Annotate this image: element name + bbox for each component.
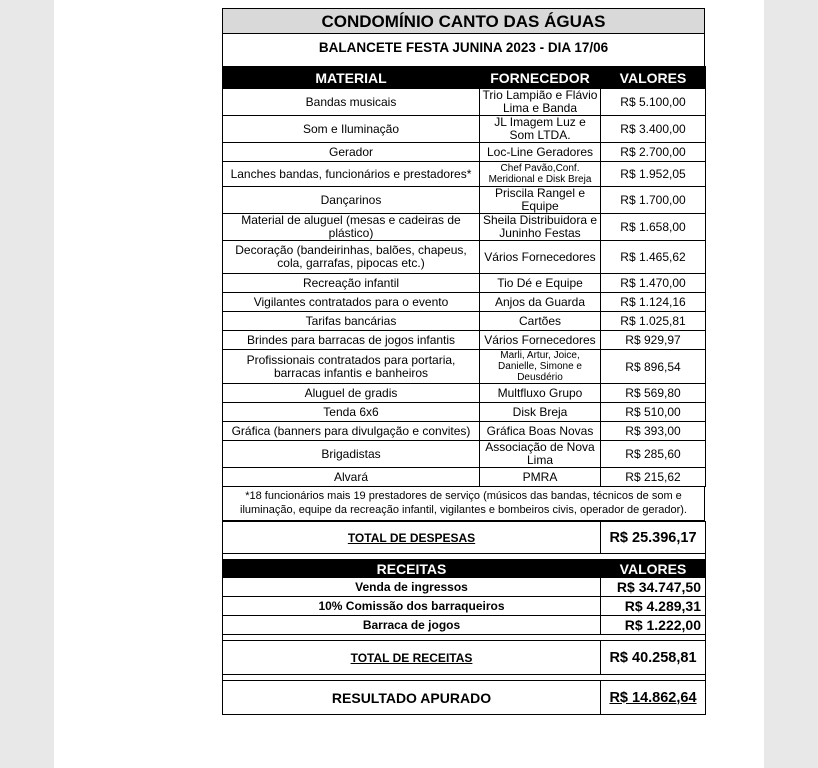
expense-fornecedor: Sheila Distribuidora e Juninho Festas: [480, 214, 601, 241]
footnote: *18 funcionários mais 19 prestadores de serviço (músicos das bandas, técnicos de som e iluminação, equipe da recreação infantil, vigilantes e bombeiros civis, operador de gerador).: [222, 487, 705, 521]
expense-row: [223, 331, 706, 350]
expense-row: [223, 293, 706, 312]
expense-row: [223, 214, 706, 241]
expense-row: [223, 384, 706, 403]
receita-value: R$ 4.289,31: [601, 597, 706, 616]
expense-material: Bandas musicais: [223, 89, 480, 116]
total-despesas-value: R$ 25.396,17: [601, 522, 706, 554]
expense-valor: R$ 1.700,00: [601, 187, 706, 214]
totals-table: [222, 521, 706, 715]
expense-valor: R$ 215,62: [601, 468, 706, 487]
expense-row: [223, 468, 706, 487]
expense-row: [223, 187, 706, 214]
receita-label: 10% Comissão dos barraqueiros: [223, 597, 601, 616]
expense-material: Brigadistas: [223, 441, 480, 468]
total-despesas-label: TOTAL DE DESPESAS: [347, 530, 476, 545]
expense-row: [223, 422, 706, 441]
expense-row: [223, 162, 706, 187]
expense-fornecedor: Loc-Line Geradores: [480, 143, 601, 162]
expense-row: [223, 143, 706, 162]
expense-material: Gerador: [223, 143, 480, 162]
expense-material: Vigilantes contratados para o evento: [223, 293, 480, 312]
expense-material: Dançarinos: [223, 187, 480, 214]
expense-fornecedor: PMRA: [480, 468, 601, 487]
receitas-header-row: [223, 560, 706, 578]
expense-material: Material de aluguel (mesas e cadeiras de plástico): [223, 214, 480, 241]
expense-valor: R$ 1.465,62: [601, 241, 706, 274]
expense-row: [223, 350, 706, 384]
expense-fornecedor: Chef Pavão,Conf. Meridional e Disk Breja: [480, 162, 601, 187]
expense-material: Gráfica (banners para divulgação e convites): [223, 422, 480, 441]
receita-value: R$ 34.747,50: [601, 578, 706, 597]
expense-material: Recreação infantil: [223, 274, 480, 293]
expense-fornecedor: Marli, Artur, Joice, Danielle, Simone e Deusdério: [480, 350, 601, 384]
expense-fornecedor: Trio Lampião e Flávio Lima e Banda: [480, 89, 601, 116]
receitas-header-valores: VALORES: [601, 560, 706, 578]
expense-material: Decoração (bandeirinhas, balões, chapeus, cola, garrafas, pipocas etc.): [223, 241, 480, 274]
expense-material: Brindes para barracas de jogos infantis: [223, 331, 480, 350]
expense-valor: R$ 1.952,05: [601, 162, 706, 187]
expense-valor: R$ 510,00: [601, 403, 706, 422]
balancete-sheet: [222, 8, 705, 715]
expense-row: [223, 241, 706, 274]
expense-valor: R$ 929,97: [601, 331, 706, 350]
expense-fornecedor: Vários Fornecedores: [480, 241, 601, 274]
expense-row: [223, 441, 706, 468]
receitas-header-label: RECEITAS: [223, 560, 601, 578]
expense-material: Profissionais contratados para portaria, barracas infantis e banheiros: [223, 350, 480, 384]
header-fornecedor: FORNECEDOR: [480, 67, 601, 89]
expense-fornecedor: Vários Fornecedores: [480, 331, 601, 350]
expense-fornecedor: Tio Dé e Equipe: [480, 274, 601, 293]
receita-row: [223, 597, 706, 616]
expense-material: Aluguel de gradis: [223, 384, 480, 403]
expense-fornecedor: JL Imagem Luz e Som LTDA.: [480, 116, 601, 143]
expense-material: Tenda 6x6: [223, 403, 480, 422]
expense-valor: R$ 1.470,00: [601, 274, 706, 293]
receita-row: [223, 616, 706, 635]
resultado-row: [223, 681, 706, 715]
expense-fornecedor: Associação de Nova Lima: [480, 441, 601, 468]
expense-valor: R$ 2.700,00: [601, 143, 706, 162]
expense-row: [223, 312, 706, 331]
expense-row: [223, 116, 706, 143]
document-subtitle: BALANCETE FESTA JUNINA 2023 - DIA 17/06: [222, 33, 705, 60]
expense-fornecedor: Multfluxo Grupo: [480, 384, 601, 403]
document-page: [54, 0, 764, 768]
header-valores: VALORES: [601, 67, 706, 89]
expense-valor: R$ 5.100,00: [601, 89, 706, 116]
total-despesas-row: [223, 522, 706, 554]
resultado-label: RESULTADO APURADO: [223, 681, 601, 715]
receita-label: Barraca de jogos: [223, 616, 601, 635]
total-receitas-row: [223, 641, 706, 675]
receita-label: Venda de ingressos: [223, 578, 601, 597]
expense-fornecedor: Anjos da Guarda: [480, 293, 601, 312]
expenses-body: [223, 89, 706, 487]
expense-valor: R$ 569,80: [601, 384, 706, 403]
receita-value: R$ 1.222,00: [601, 616, 706, 635]
expense-fornecedor: Disk Breja: [480, 403, 601, 422]
expense-valor: R$ 393,00: [601, 422, 706, 441]
expenses-table: [222, 66, 706, 487]
expense-valor: R$ 1.124,16: [601, 293, 706, 312]
expense-row: [223, 274, 706, 293]
total-receitas-value: R$ 40.258,81: [601, 641, 706, 675]
expense-material: Lanches bandas, funcionários e prestadores*: [223, 162, 480, 187]
expense-material: Som e Iluminação: [223, 116, 480, 143]
expense-material: Alvará: [223, 468, 480, 487]
expense-fornecedor: Gráfica Boas Novas: [480, 422, 601, 441]
expense-row: [223, 89, 706, 116]
expense-fornecedor: Cartões: [480, 312, 601, 331]
expense-valor: R$ 3.400,00: [601, 116, 706, 143]
expense-valor: R$ 285,60: [601, 441, 706, 468]
total-receitas-label: TOTAL DE RECEITAS: [350, 650, 473, 665]
expense-valor: R$ 1.025,81: [601, 312, 706, 331]
header-material: MATERIAL: [223, 67, 480, 89]
expense-fornecedor: Priscila Rangel e Equipe: [480, 187, 601, 214]
document-title: CONDOMÍNIO CANTO DAS ÁGUAS: [222, 8, 705, 33]
expense-material: Tarifas bancárias: [223, 312, 480, 331]
expense-valor: R$ 896,54: [601, 350, 706, 384]
expense-valor: R$ 1.658,00: [601, 214, 706, 241]
expense-row: [223, 403, 706, 422]
receita-row: [223, 578, 706, 597]
resultado-value: R$ 14.862,64: [609, 689, 697, 706]
